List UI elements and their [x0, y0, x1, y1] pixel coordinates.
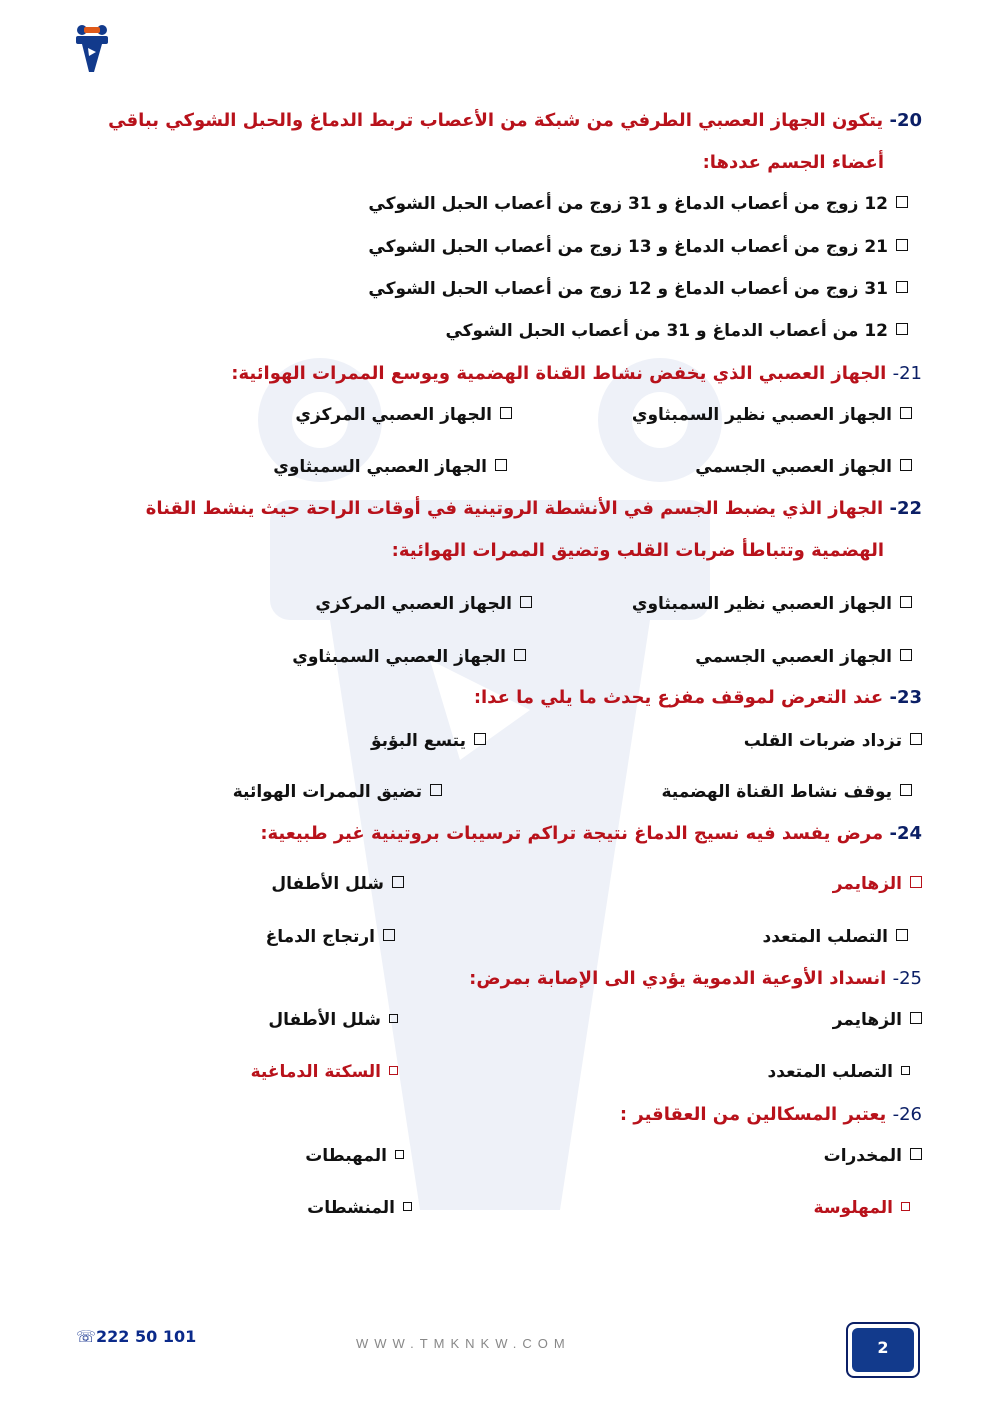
question-20-continuation: أعضاء الجسم عددها:	[702, 152, 884, 173]
q21-option-d[interactable]: الجهاز العصبي السمبثاوي	[273, 455, 507, 479]
q22-option-b[interactable]: الجهاز العصبي المركزي	[315, 592, 532, 616]
checkbox-icon[interactable]	[389, 1066, 398, 1075]
question-text: عند التعرض لموقف مفزع يحدث ما يلي ما عدا:	[473, 687, 884, 708]
q20-option-a[interactable]: 12 زوج من أعصاب الدماغ و 31 زوج من أعصاب الحبل الشوكي	[368, 192, 908, 216]
page-number-badge	[846, 1322, 920, 1378]
checkbox-icon[interactable]	[896, 196, 908, 208]
checkbox-icon[interactable]	[495, 459, 507, 471]
q24-option-d[interactable]: ارتجاج الدماغ	[266, 925, 395, 949]
q26-option-c[interactable]: المهلوسة	[814, 1196, 910, 1220]
question-22	[146, 496, 922, 522]
q23-option-d[interactable]: تضيق الممرات الهوائية	[233, 780, 442, 804]
checkbox-icon[interactable]	[900, 407, 912, 419]
checkbox-icon[interactable]	[900, 784, 912, 796]
question-text: الجهاز الذي يضبط الجسم في الأنشطة الروتينية في أوقات الراحة حيث ينشط القناة	[145, 498, 884, 519]
question-text: انسداد الأوعية الدموية يؤدي الى الإصابة بمرض:	[469, 968, 887, 989]
question-text: يتكون الجهاز العصبي الطرفي من شبكة من الأعصاب تربط الدماغ والحبل الشوكي بباقي	[108, 110, 884, 131]
q26-option-a[interactable]: المخدرات	[824, 1144, 922, 1168]
question-text: الجهاز العصبي الذي يخفض نشاط القناة الهضمية ويوسع الممرات الهوائية:	[231, 363, 887, 384]
question-text: مرض يفسد فيه نسيج الدماغ نتيجة تراكم ترسيبات بروتينية غير طبيعية:	[260, 823, 884, 844]
q25-option-a[interactable]: الزهايمر	[833, 1008, 922, 1032]
checkbox-icon[interactable]	[389, 1014, 398, 1023]
question-25	[469, 966, 922, 992]
checkbox-icon[interactable]	[383, 929, 395, 941]
q20-option-c[interactable]: 31 زوج من أعصاب الدماغ و 12 زوج من أعصاب الحبل الشوكي	[368, 277, 908, 301]
footer-website[interactable]: WWW.TMKNKW.COM	[356, 1336, 571, 1351]
checkbox-icon[interactable]	[514, 649, 526, 661]
worksheet-page	[70, 0, 922, 1403]
checkbox-icon[interactable]	[910, 733, 922, 745]
checkbox-icon[interactable]	[896, 929, 908, 941]
question-number: 23-	[889, 687, 922, 708]
question-number: 24-	[889, 823, 922, 844]
q21-option-b[interactable]: الجهاز العصبي المركزي	[295, 403, 512, 427]
question-23	[474, 685, 922, 711]
q23-option-a[interactable]: تزداد ضربات القلب	[744, 729, 922, 753]
checkbox-icon[interactable]	[403, 1202, 412, 1211]
q26-option-b[interactable]: المهبطات	[305, 1144, 404, 1168]
question-24	[260, 821, 922, 847]
q25-option-b[interactable]: شلل الأطفال	[268, 1008, 398, 1032]
checkbox-icon[interactable]	[910, 876, 922, 888]
q22-option-c[interactable]: الجهاز العصبي الجسمي	[695, 645, 912, 669]
q24-option-b[interactable]: شلل الأطفال	[271, 872, 404, 896]
q23-option-b[interactable]: يتسع البؤبؤ	[371, 729, 486, 753]
question-26	[620, 1102, 922, 1128]
q26-option-d[interactable]: المنشطات	[307, 1196, 412, 1220]
question-20	[108, 108, 922, 134]
question-number: 25-	[892, 968, 922, 989]
checkbox-icon[interactable]	[910, 1148, 922, 1160]
q22-option-a[interactable]: الجهاز العصبي نظير السمبثاوي	[632, 592, 912, 616]
question-number: 26-	[892, 1104, 922, 1125]
question-21	[231, 361, 922, 387]
checkbox-icon[interactable]	[500, 407, 512, 419]
checkbox-icon[interactable]	[910, 1012, 922, 1024]
question-number: 22-	[889, 498, 922, 519]
question-number: 21-	[892, 363, 922, 384]
checkbox-icon[interactable]	[520, 596, 532, 608]
question-text: يعتبر المسكالين من العقاقير :	[619, 1104, 887, 1125]
question-22-continuation: الهضمية وتتباطأ ضربات القلب وتضيق الممرات الهوائية:	[391, 540, 884, 561]
q23-option-c[interactable]: يوقف نشاط القناة الهضمية	[661, 780, 912, 804]
checkbox-icon[interactable]	[474, 733, 486, 745]
checkbox-icon[interactable]	[395, 1150, 404, 1159]
q25-option-d[interactable]: السكتة الدماغية	[251, 1060, 398, 1084]
q20-option-b[interactable]: 21 زوج من أعصاب الدماغ و 13 زوج من أعصاب الحبل الشوكي	[368, 235, 908, 259]
checkbox-icon[interactable]	[901, 1202, 910, 1211]
checkbox-icon[interactable]	[901, 1066, 910, 1075]
checkbox-icon[interactable]	[896, 239, 908, 251]
checkbox-icon[interactable]	[900, 596, 912, 608]
checkbox-icon[interactable]	[900, 649, 912, 661]
question-number: 20-	[889, 110, 922, 131]
q21-option-a[interactable]: الجهاز العصبي نظير السمبثاوي	[632, 403, 912, 427]
checkbox-icon[interactable]	[896, 323, 908, 335]
q21-option-c[interactable]: الجهاز العصبي الجسمي	[695, 455, 912, 479]
checkbox-icon[interactable]	[430, 784, 442, 796]
checkbox-icon[interactable]	[392, 876, 404, 888]
q24-option-c[interactable]: التصلب المتعدد	[763, 925, 908, 949]
checkbox-icon[interactable]	[900, 459, 912, 471]
page-number: 2	[852, 1328, 914, 1372]
checkbox-icon[interactable]	[896, 281, 908, 293]
q24-option-a[interactable]: الزهايمر	[833, 872, 922, 896]
footer-phone: ☏222 50 101	[76, 1327, 197, 1346]
q20-option-d[interactable]: 12 من أعصاب الدماغ و 31 من أعصاب الحبل الشوكي	[445, 319, 908, 343]
q25-option-c[interactable]: التصلب المتعدد	[768, 1060, 910, 1084]
q22-option-d[interactable]: الجهاز العصبي السمبثاوي	[292, 645, 526, 669]
